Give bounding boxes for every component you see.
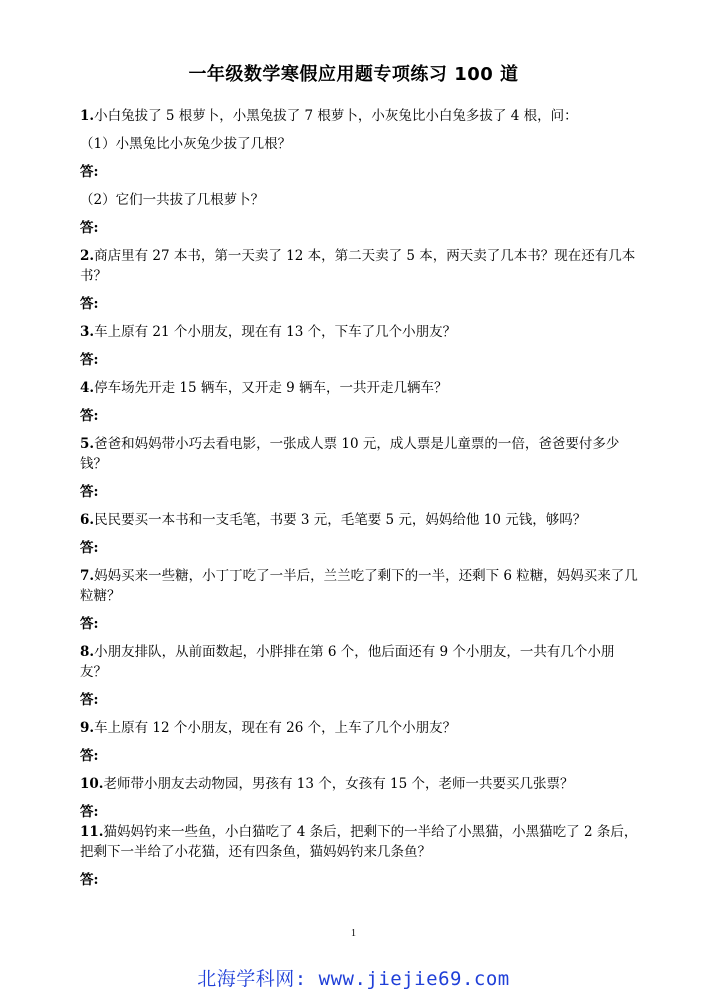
question-10 [80, 774, 640, 794]
question-text: 老师带小朋友去动物园，男孩有 13 个，女孩有 15 个，老师一共要买几张票？ [103, 776, 574, 792]
question-number: 8. [80, 644, 95, 660]
question-text: 爸爸和妈妈带小巧去看电影，一张成人票 10 元，成人票是儿童票的一倍，爸爸要付多少钱？ [80, 436, 620, 472]
question-8 [80, 642, 640, 682]
question-2 [80, 246, 640, 286]
answer-label: 答: [80, 220, 99, 236]
answer-label: 答: [80, 616, 99, 632]
answer-label: 答: [80, 872, 99, 888]
answer-label: 答: [80, 692, 99, 708]
question-list [80, 106, 640, 890]
question-number: 5. [80, 436, 95, 452]
question-6 [80, 510, 640, 530]
answer-label: 答: [80, 296, 99, 312]
question-text: 小白兔拔了 5 根萝卜，小黑兔拔了 7 根萝卜，小灰兔比小白兔多拔了 4 根，问： [94, 108, 578, 124]
question-4 [80, 378, 640, 398]
question-3 [80, 322, 640, 342]
question-text: 妈妈买来一些糖，小丁丁吃了一半后，兰兰吃了剩下的一半，还剩下 6 粒糖，妈妈买来了几粒糖？ [80, 568, 638, 604]
question-11 [80, 822, 640, 862]
question-number: 2. [80, 248, 95, 264]
question-9 [80, 718, 640, 738]
question-text: 车上原有 21 个小朋友，现在有 13 个，下车了几个小朋友？ [94, 324, 457, 340]
answer-label: 答: [80, 484, 99, 500]
question-text: 商店里有 27 本书，第一天卖了 12 本，第二天卖了 5 本，两天卖了几本书？现在还有几本书？ [80, 248, 636, 284]
question-number: 7. [80, 568, 95, 584]
question-text: 车上原有 12 个小朋友，现在有 26 个，上车了几个小朋友？ [94, 720, 457, 736]
question-number: 6. [80, 512, 95, 528]
question-5 [80, 434, 640, 474]
footer-watermark: 北海学科网: www.jiejie69.com [197, 968, 510, 990]
question-number: 10. [80, 776, 104, 792]
answer-label: 答: [80, 540, 99, 556]
question-number: 4. [80, 380, 95, 396]
question-1-sub-2: （2）它们一共拔了几根萝卜？ [80, 192, 265, 208]
question-number: 1. [80, 108, 95, 124]
answer-label: 答: [80, 164, 99, 180]
question-text: 民民要买一本书和一支毛笔，书要 3 元，毛笔要 5 元，妈妈给他 10 元钱，够吗？ [94, 512, 587, 528]
answer-label: 答: [80, 748, 99, 764]
question-text: 小朋友排队，从前面数起，小胖排在第 6 个，他后面还有 9 个小朋友，一共有几个小朋友？ [80, 644, 615, 680]
answer-label: 答: [80, 804, 99, 820]
answer-label: 答: [80, 352, 99, 368]
question-number: 9. [80, 720, 95, 736]
answer-label: 答: [80, 408, 99, 424]
page-number: 1 [351, 928, 356, 939]
question-text: 停车场先开走 15 辆车，又开走 9 辆车，一共开走几辆车？ [94, 380, 448, 396]
question-number: 11. [80, 824, 104, 840]
question-1-sub-1: （1）小黑兔比小灰兔少拔了几根？ [80, 136, 292, 152]
page-title: 一年级数学寒假应用题专项练习 100 道 [188, 64, 519, 85]
question-7 [80, 566, 640, 606]
question-number: 3. [80, 324, 95, 340]
question-text: 猫妈妈钓来一些鱼，小白猫吃了 4 条后，把剩下的一半给了小黑猫，小黑猫吃了 2 条后，把剩下一半给了小花猫，还有四条鱼，猫妈妈钓来几条鱼？ [80, 824, 638, 860]
question-1 [80, 106, 640, 126]
